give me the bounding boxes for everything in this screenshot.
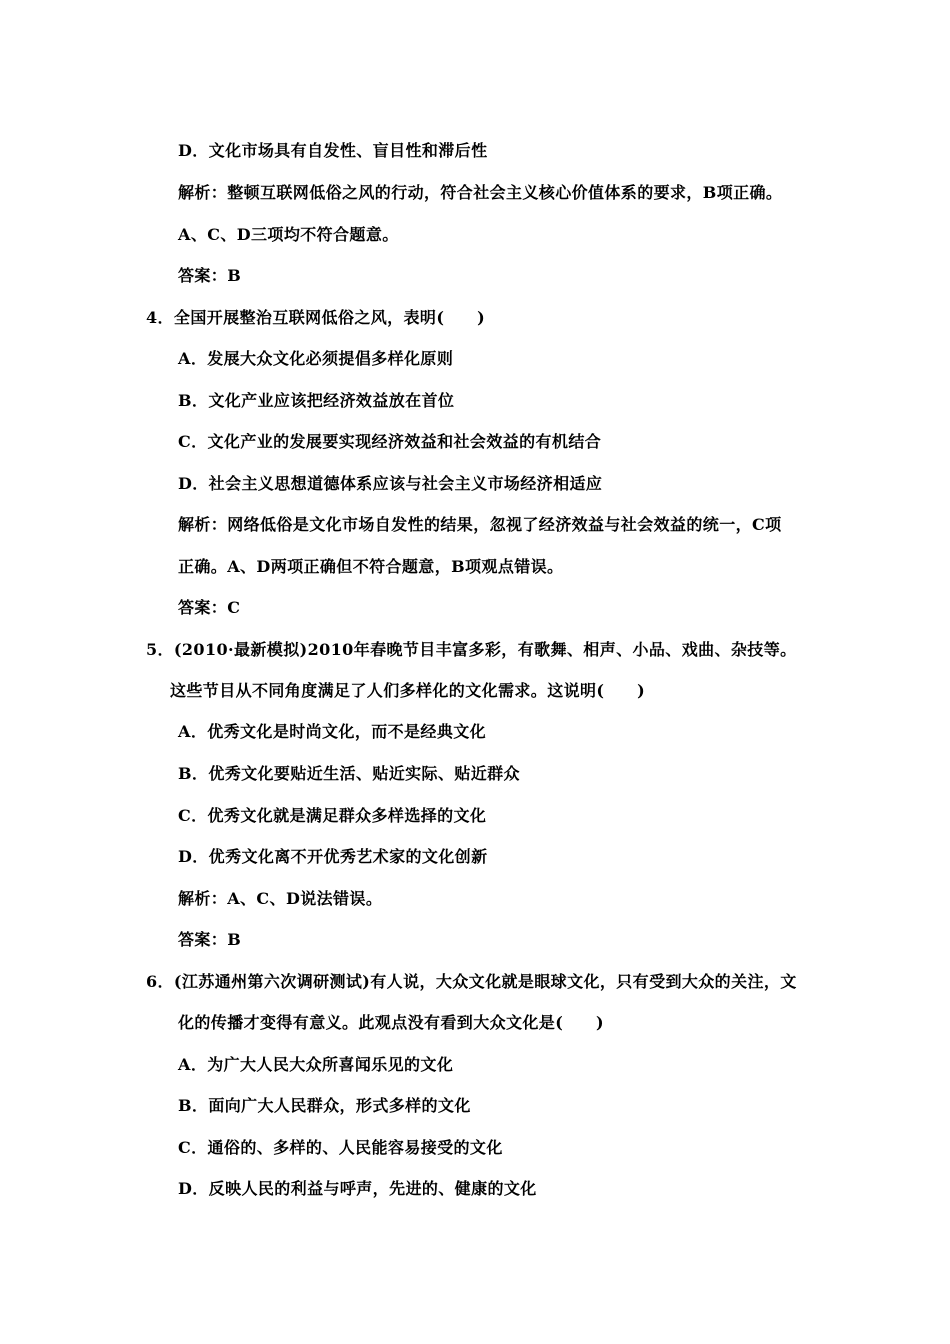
option-4c: C．文化产业的发展要实现经济效益和社会效益的有机结合 bbox=[178, 432, 602, 451]
option-6a: A．为广大人民大众所喜闻乐见的文化 bbox=[178, 1055, 454, 1074]
question-5-line1: 5．(2010·最新模拟)2010年春晚节目丰富多彩，有歌舞、相声、小品、戏曲、杂技等。 bbox=[146, 640, 797, 659]
analysis-5: 解析：A、C、D说法错误。 bbox=[178, 889, 383, 908]
option-6b: B．面向广大人民群众，形式多样的文化 bbox=[178, 1096, 471, 1115]
analysis-4-line1: 解析：网络低俗是文化市场自发性的结果，忽视了经济效益与社会效益的统一，C项 bbox=[178, 515, 782, 534]
option-4d: D．社会主义思想道德体系应该与社会主义市场经济相适应 bbox=[178, 474, 603, 493]
option-4b: B．文化产业应该把经济效益放在首位 bbox=[178, 391, 455, 410]
question-4: 4．全国开展整治互联网低俗之风，表明( ) bbox=[146, 308, 486, 327]
option-6c: C．通俗的、多样的、人民能容易接受的文化 bbox=[178, 1138, 503, 1157]
answer-5: 答案：B bbox=[178, 930, 242, 949]
answer-3: 答案：B bbox=[178, 266, 242, 285]
option-6d: D．反映人民的利益与呼声，先进的、健康的文化 bbox=[178, 1179, 537, 1198]
question-6-line1: 6．(江苏通州第六次调研测试)有人说，大众文化就是眼球文化，只有受到大众的关注，文 bbox=[146, 972, 797, 991]
option-4a: A．发展大众文化必须提倡多样化原则 bbox=[178, 349, 454, 368]
option-5c: C．优秀文化就是满足群众多样选择的文化 bbox=[178, 806, 487, 825]
option-5a: A．优秀文化是时尚文化，而不是经典文化 bbox=[178, 722, 487, 741]
question-5-line2: 这些节目从不同角度满足了人们多样化的文化需求。这说明( ) bbox=[170, 681, 646, 700]
option-3d: D．文化市场具有自发性、盲目性和滞后性 bbox=[178, 141, 488, 160]
option-5d: D．优秀文化离不开优秀艺术家的文化创新 bbox=[178, 847, 488, 866]
analysis-3-line2: A、C、D三项均不符合题意。 bbox=[178, 225, 399, 244]
analysis-3-line1: 解析：整顿互联网低俗之风的行动，符合社会主义核心价值体系的要求，B项正确。 bbox=[178, 183, 783, 202]
option-5b: B．优秀文化要贴近生活、贴近实际、贴近群众 bbox=[178, 764, 520, 783]
answer-4: 答案：C bbox=[178, 598, 241, 617]
question-6-line2: 化的传播才变得有意义。此观点没有看到大众文化是( ) bbox=[178, 1013, 604, 1032]
analysis-4-line2: 正确。A、D两项正确但不符合题意，B项观点错误。 bbox=[178, 557, 564, 576]
